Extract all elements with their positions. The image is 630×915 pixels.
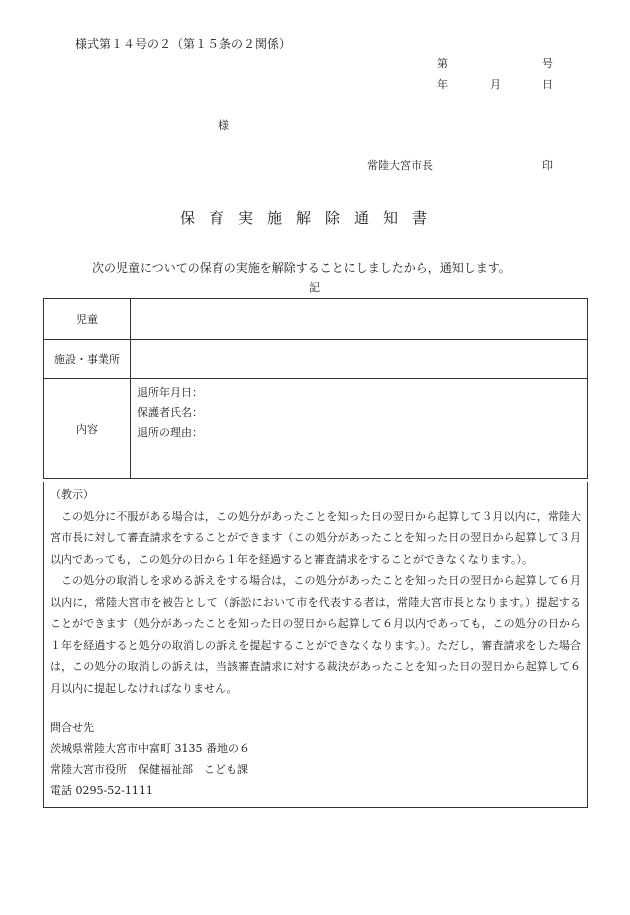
child-label: 児童: [44, 299, 131, 340]
ki-label: 記: [309, 281, 320, 294]
document-title: 保育実施解除通知書: [180, 209, 442, 227]
contact-block: [50, 717, 581, 801]
seal-mark: 印: [542, 159, 553, 172]
issuer-mayor: 常陸大宮市長: [367, 159, 433, 172]
notice-table: [43, 298, 588, 479]
guardian-name-label: 保護者氏名：: [137, 406, 203, 419]
content-value: [131, 379, 588, 479]
withdrawal-date-label: 退所年月日：: [137, 386, 203, 399]
form-number: 様式第１４号の２（第１５条の２関係）: [75, 37, 292, 51]
appeal-notice-box: [43, 482, 588, 808]
addressee-honorific: 様: [218, 119, 229, 132]
facility-row: [44, 340, 588, 379]
content-row: [44, 379, 588, 479]
date-year: 年: [437, 78, 448, 91]
child-row: [44, 299, 588, 340]
facility-label: 施設・事業所: [44, 340, 131, 379]
notice-paragraph-review: この処分に不服がある場合は，この処分があったことを知った日の翌日から起算して３月以内に，常陸大宮市長に対して審査請求をすることができます（この処分があったことを知った日の翌日から起算して３月以内であっても，この処分の日から１年を経過すると審査請求をすることができなくなります。）。: [50, 509, 581, 566]
date-day: 日: [542, 78, 553, 91]
contact-office: 常陸大宮市役所 保健福祉部 こども課: [50, 763, 248, 776]
notice-heading: （教示）: [50, 488, 94, 501]
contact-phone: 電話 0295-52-1111: [50, 784, 153, 797]
child-value: [131, 299, 588, 340]
withdrawal-reason-label: 退所の理由：: [137, 426, 203, 439]
contact-heading: 問合せ先: [50, 721, 94, 734]
facility-value: [131, 340, 588, 379]
content-label: 内容: [44, 379, 131, 479]
contact-address: 茨城県常陸大宮市中富町 3135 番地の６: [50, 742, 250, 755]
issue-number-prefix: 第: [437, 57, 448, 70]
notice-paragraph-lawsuit: この処分の取消しを求める訴えをする場合は，この処分があったことを知った日の翌日から起算して６月以内に，常陸大宮市を被告として（訴訟において市を代表する者は，常陸大宮市長となります。）提起することができます（処分があったことを知った日の翌日から起算して６月以内であっても，この処分の日から１年を経過すると処分の取消しの訴えを提起することができなくなります。）。ただし，審査請求をした場合は，この処分の取消しの訴えは，当該審査請求に対する裁決があったことを知った日の翌日から起算して６月以内に提起しなければなりません。: [50, 574, 581, 695]
date-month: 月: [490, 78, 501, 91]
issue-number-suffix: 号: [542, 57, 553, 70]
intro-text: 次の児童についての保育の実施を解除することにしましたから，通知します。: [92, 261, 511, 275]
